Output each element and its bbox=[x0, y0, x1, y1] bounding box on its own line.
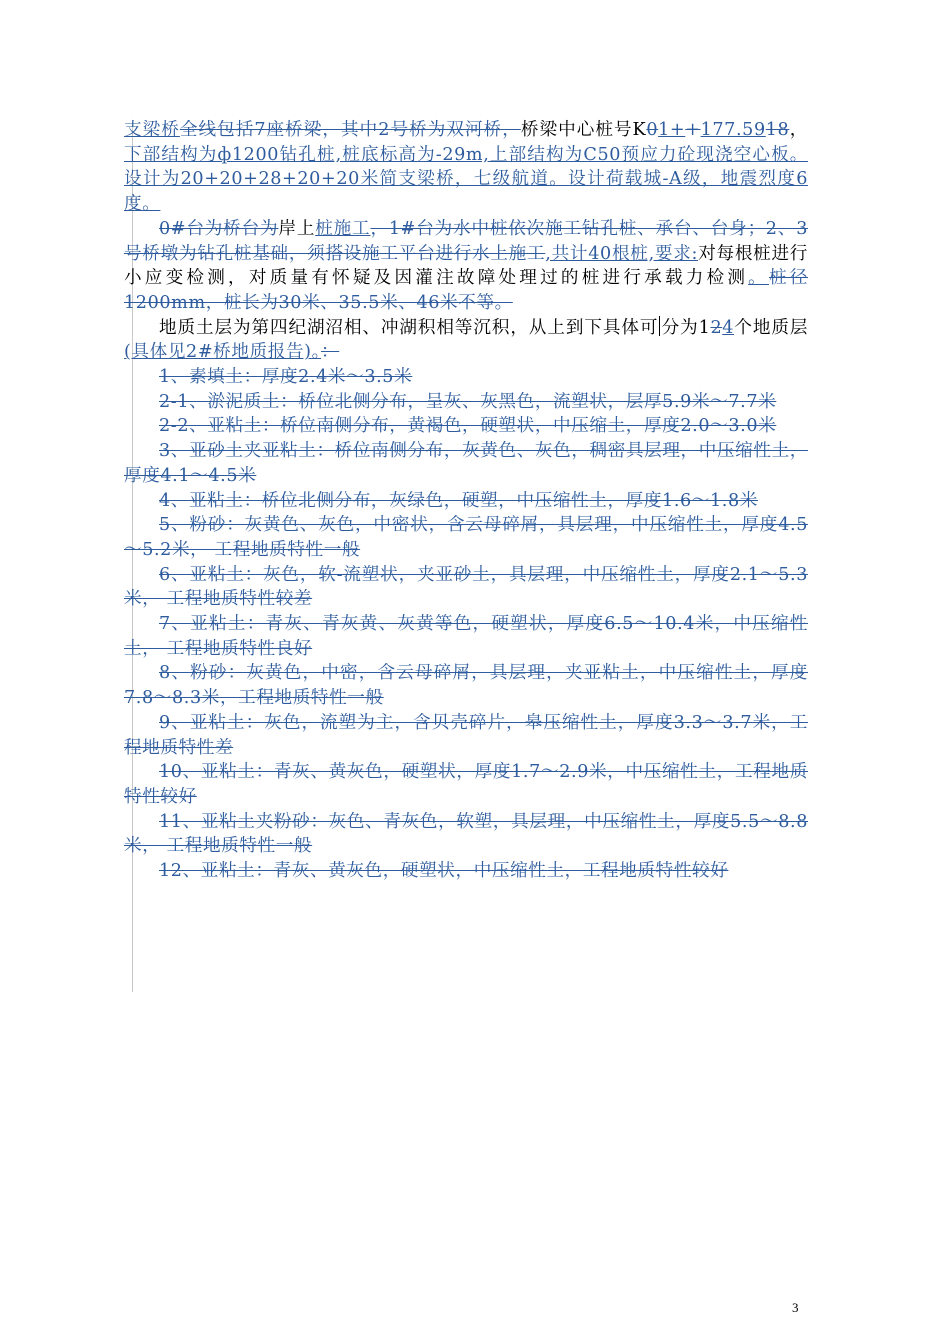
paragraph-bridge-overview bbox=[124, 118, 808, 217]
list-item-layer-11: 11、亚粘土夹粉砂：灰色、青灰色，软塑，具层理，中压缩性土，厚度5.5～8.8米， 工程地质特性一般 bbox=[124, 811, 808, 857]
deleted-text: ，1#台为水中桩依次施工钻孔桩、承台、台身；2、3号桥墩为钻孔桩基础，须搭设施工平台进行水上施工 bbox=[124, 218, 809, 264]
inserted-text: 。 bbox=[311, 342, 322, 363]
body-text-span: 对每根桩进行小应变检测，对质量有怀疑及因灌注故障处理过的桩进行承载力检测 bbox=[124, 243, 808, 289]
inserted-text: 。 bbox=[748, 268, 769, 289]
body-text-span: 桥梁中心桩号K bbox=[520, 120, 647, 140]
list-item-layer-4: 4、亚粘土：桥位北侧分布，灰绿色，硬塑，中压缩性土，厚度1.6～1.8米 bbox=[159, 490, 758, 511]
inserted-text: 支梁桥 bbox=[124, 120, 180, 140]
list-item-layer-12: 12、亚粘土：青灰、黄灰色，硬塑状，中压缩性土，工程地质特性较好 bbox=[159, 861, 729, 882]
deleted-text: + bbox=[685, 120, 701, 140]
inserted-text: ,共计40根桩,要求: bbox=[545, 243, 699, 264]
list-item-layer-10: 10、亚粘土：青灰、黄灰色，硬塑状，厚度1.7～2.9米，中压缩性土，工程地质特性较好 bbox=[124, 762, 808, 807]
paragraph-construction bbox=[124, 217, 808, 316]
inserted-text: 1+ bbox=[658, 120, 686, 140]
deleted-text: 桩径1200mm，桩长为30米、35.5米、46米不等。 bbox=[124, 268, 808, 313]
list-item-layer-6: 6、亚粘土：灰色，软-流塑状，夹亚砂土，具层理，中压缩性土，厚度2.1～5.3米， 工程地质特性较差 bbox=[124, 564, 808, 610]
inserted-text: 177.59 bbox=[700, 120, 766, 140]
document-body[interactable] bbox=[124, 118, 808, 884]
deleted-text: ： bbox=[321, 342, 340, 363]
deleted-text: 18 bbox=[765, 120, 790, 140]
deleted-text: 全线包括7座桥梁，其中2号桥为双河桥， bbox=[179, 120, 521, 140]
body-text-span: 分为1 bbox=[661, 317, 711, 338]
page-number: 3 bbox=[792, 1300, 799, 1315]
list-item-layer-2-2: 2-2、亚粘土：桥位南侧分布，黄褐色，硬塑状，中压缩土，厚度2.0～3.0米 bbox=[159, 416, 777, 437]
list-item-layer-5: 5、粉砂：灰黄色、灰色，中密状，含云母碎屑，具层理，中压缩性土，厚度4.5～5.2米， 工程地质特性一般 bbox=[124, 515, 808, 560]
paragraph-geology bbox=[124, 316, 808, 365]
deleted-text: 2 bbox=[710, 317, 723, 338]
list-item-layer-8: 8、粉砂：灰黄色，中密，含云母碎屑，具层理，夹亚粘土，中压缩性土，厚度7.8～8.3米，工程地质特性一般 bbox=[124, 663, 808, 709]
inserted-text: 桩施工 bbox=[315, 218, 371, 239]
body-text-span: 地质土层为第四纪湖沼相、冲湖积相等沉积，从上到下具体可 bbox=[159, 317, 659, 338]
list-item-layer-2-1: 2-1、淤泥质土：桥位北侧分布，呈灰、灰黑色，流塑状，层厚5.9米～7.7米 bbox=[159, 391, 777, 412]
body-text-span: ， bbox=[789, 120, 808, 140]
deleted-text: 0#台为桥台为 bbox=[159, 218, 279, 239]
body-text-span: 个地质层 bbox=[734, 317, 809, 338]
inserted-text: (具体见2#桥地质报告) bbox=[124, 342, 312, 363]
inserted-text: 4 bbox=[722, 317, 735, 338]
inserted-text: 下部结构为ф1200钻孔桩,桩底标高为-29m,上部结构为C50预应力砼现浇空心板。设计为20+20+28+20+20米简支梁桥，七级航道。设计荷载城-A级，地震烈度6度。 bbox=[124, 144, 808, 215]
list-item-layer-7: 7、亚粘土：青灰、青灰黄、灰黄等色，硬塑状，厚度6.5～10.4米，中压缩性土， 工程地质特性良好 bbox=[124, 614, 808, 659]
body-text-span: 岸上 bbox=[278, 218, 316, 239]
list-item-layer-9: 9、亚粘土：灰色，流塑为主，含贝壳碎片，皋压缩性土，厚度3.3～3.7米，工程地质特性差 bbox=[124, 712, 808, 758]
list-item-layer-3: 3、亚砂土夹亚粘土：桥位南侧分布，灰黄色、灰色，稠密具层理，中压缩性土，厚度4.1～4.5米 bbox=[124, 441, 808, 486]
deleted-text: 0 bbox=[646, 120, 659, 140]
list-item-layer-1: 1、素填土：厚度2.4米～3.5米 bbox=[159, 367, 413, 388]
